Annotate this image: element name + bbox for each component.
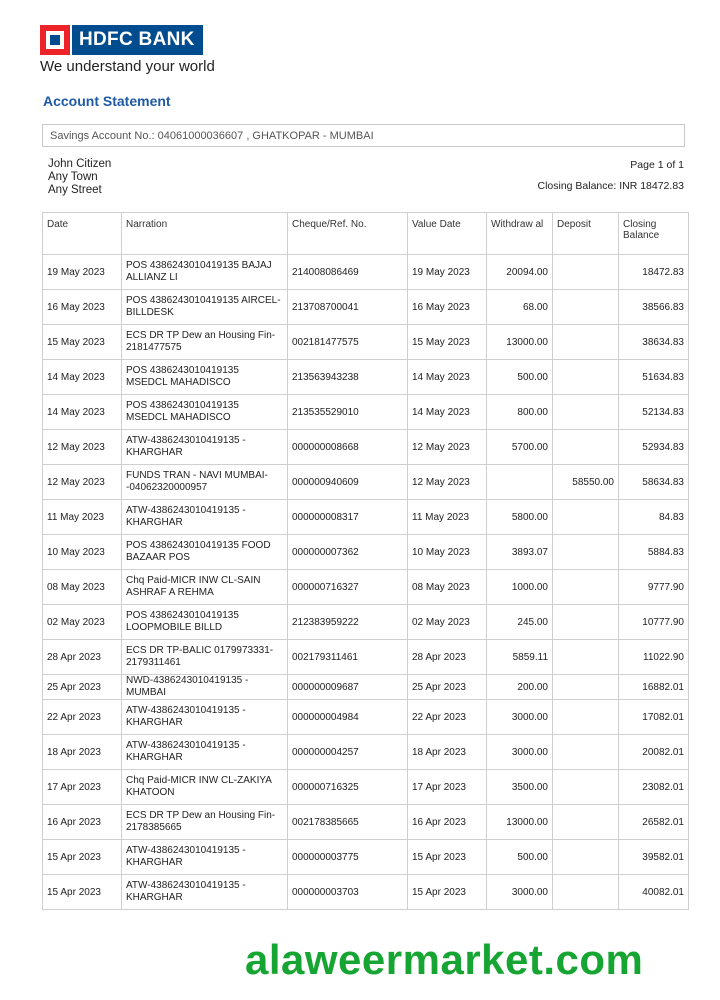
cell-balance: 16882.01: [619, 675, 689, 700]
cell-value-date: 12 May 2023: [408, 430, 487, 465]
cell-withdrawal: 5700.00: [487, 430, 553, 465]
cell-ref: 000000009687: [288, 675, 408, 700]
cell-ref: 000000004984: [288, 700, 408, 735]
cell-value-date: 22 Apr 2023: [408, 700, 487, 735]
closing-balance: Closing Balance: INR 18472.83: [537, 180, 684, 192]
cell-value-date: 15 Apr 2023: [408, 840, 487, 875]
cell-deposit: [553, 640, 619, 675]
cell-value-date: 10 May 2023: [408, 535, 487, 570]
hdfc-logo-icon: [40, 25, 70, 55]
cell-ref: 213535529010: [288, 395, 408, 430]
cell-date: 12 May 2023: [43, 430, 122, 465]
table-row: [43, 840, 689, 875]
cell-deposit: [553, 770, 619, 805]
cell-balance: 20082.01: [619, 735, 689, 770]
cell-narration: FUNDS TRAN - NAVI MUMBAI- -04062320000957: [122, 465, 288, 500]
cell-deposit: [553, 605, 619, 640]
table-row: [43, 465, 689, 500]
cell-ref: 000000003775: [288, 840, 408, 875]
table-row: [43, 255, 689, 290]
tagline: We understand your world: [40, 58, 215, 75]
col-value-date: Value Date: [408, 213, 487, 255]
cell-narration: NWD-4386243010419135 -MUMBAI: [122, 675, 288, 700]
cell-deposit: [553, 290, 619, 325]
cell-ref: 000000716327: [288, 570, 408, 605]
cell-withdrawal: 3000.00: [487, 875, 553, 910]
cell-date: 15 May 2023: [43, 325, 122, 360]
cell-ref: 002179311461: [288, 640, 408, 675]
cell-date: 02 May 2023: [43, 605, 122, 640]
statement-table: [42, 212, 689, 910]
cell-narration: ECS DR TP Dew an Housing Fin-2178385665: [122, 805, 288, 840]
cell-balance: 18472.83: [619, 255, 689, 290]
cell-value-date: 18 Apr 2023: [408, 735, 487, 770]
table-row: [43, 430, 689, 465]
cell-value-date: 02 May 2023: [408, 605, 487, 640]
table-row: [43, 605, 689, 640]
cell-narration: POS 4386243010419135 MSEDCL MAHADISCO: [122, 360, 288, 395]
cell-withdrawal: 500.00: [487, 840, 553, 875]
cell-value-date: 15 Apr 2023: [408, 875, 487, 910]
cell-balance: 26582.01: [619, 805, 689, 840]
cell-ref: 000000007362: [288, 535, 408, 570]
cell-narration: ECS DR TP Dew an Housing Fin-2181477575: [122, 325, 288, 360]
cell-ref: 214008086469: [288, 255, 408, 290]
cell-value-date: 17 Apr 2023: [408, 770, 487, 805]
cell-ref: 000000716325: [288, 770, 408, 805]
col-closing-balance: Closing Balance: [619, 213, 689, 255]
cell-ref: 002178385665: [288, 805, 408, 840]
cell-value-date: 16 Apr 2023: [408, 805, 487, 840]
cell-value-date: 14 May 2023: [408, 360, 487, 395]
cell-date: 22 Apr 2023: [43, 700, 122, 735]
cell-withdrawal: 500.00: [487, 360, 553, 395]
cell-balance: 84.83: [619, 500, 689, 535]
table-row: [43, 570, 689, 605]
col-deposit: Deposit: [553, 213, 619, 255]
col-withdrawal: Withdraw al: [487, 213, 553, 255]
cell-withdrawal: 20094.00: [487, 255, 553, 290]
cell-balance: 51634.83: [619, 360, 689, 395]
cell-balance: 38634.83: [619, 325, 689, 360]
cell-narration: ATW-4386243010419135 - KHARGHAR: [122, 840, 288, 875]
cell-narration: POS 4386243010419135 AIRCEL-BILLDESK: [122, 290, 288, 325]
cell-withdrawal: 3893.07: [487, 535, 553, 570]
cell-value-date: 15 May 2023: [408, 325, 487, 360]
cell-deposit: 58550.00: [553, 465, 619, 500]
logo-text: HDFC BANK: [72, 25, 203, 55]
cell-deposit: [553, 535, 619, 570]
cell-value-date: 28 Apr 2023: [408, 640, 487, 675]
hdfc-logo: [40, 25, 203, 55]
cell-ref: 000000940609: [288, 465, 408, 500]
customer-street: Any Street: [48, 184, 102, 196]
cell-date: 19 May 2023: [43, 255, 122, 290]
table-row: [43, 500, 689, 535]
cell-date: 15 Apr 2023: [43, 840, 122, 875]
cell-balance: 23082.01: [619, 770, 689, 805]
cell-ref: 000000003703: [288, 875, 408, 910]
cell-deposit: [553, 570, 619, 605]
cell-deposit: [553, 430, 619, 465]
cell-deposit: [553, 700, 619, 735]
cell-date: 18 Apr 2023: [43, 735, 122, 770]
cell-narration: ATW-4386243010419135 - KHARGHAR: [122, 430, 288, 465]
cell-value-date: 16 May 2023: [408, 290, 487, 325]
table-row: [43, 360, 689, 395]
watermark: alaweermarket.com: [245, 936, 644, 983]
cell-withdrawal: 13000.00: [487, 805, 553, 840]
cell-narration: POS 4386243010419135 MSEDCL MAHADISCO: [122, 395, 288, 430]
col-date: Date: [43, 213, 122, 255]
cell-narration: ATW-4386243010419135 - KHARGHAR: [122, 500, 288, 535]
cell-balance: 38566.83: [619, 290, 689, 325]
cell-date: 28 Apr 2023: [43, 640, 122, 675]
cell-date: 12 May 2023: [43, 465, 122, 500]
cell-ref: 000000004257: [288, 735, 408, 770]
page-title: Account Statement: [43, 93, 171, 109]
account-info-box: Savings Account No.: 04061000036607 , GHATKOPAR - MUMBAI: [42, 124, 685, 147]
cell-withdrawal: 800.00: [487, 395, 553, 430]
table-row: [43, 290, 689, 325]
cell-value-date: 14 May 2023: [408, 395, 487, 430]
cell-value-date: 08 May 2023: [408, 570, 487, 605]
table-row: [43, 325, 689, 360]
cell-value-date: 12 May 2023: [408, 465, 487, 500]
cell-withdrawal: 245.00: [487, 605, 553, 640]
cell-withdrawal: [487, 465, 553, 500]
customer-address: [48, 158, 111, 197]
cell-withdrawal: 68.00: [487, 290, 553, 325]
table-row: [43, 875, 689, 910]
cell-deposit: [553, 875, 619, 910]
cell-balance: 10777.90: [619, 605, 689, 640]
cell-balance: 52134.83: [619, 395, 689, 430]
customer-name: John Citizen: [48, 158, 112, 170]
cell-ref: 212383959222: [288, 605, 408, 640]
cell-withdrawal: 3000.00: [487, 735, 553, 770]
cell-date: 17 Apr 2023: [43, 770, 122, 805]
cell-withdrawal: 5800.00: [487, 500, 553, 535]
table-header-row: [43, 213, 689, 255]
table-row: [43, 735, 689, 770]
cell-date: 11 May 2023: [43, 500, 122, 535]
cell-balance: 5884.83: [619, 535, 689, 570]
cell-balance: 9777.90: [619, 570, 689, 605]
customer-town: Any Town: [48, 171, 98, 183]
cell-ref: 000000008668: [288, 430, 408, 465]
cell-narration: ATW-4386243010419135 - KHARGHAR: [122, 735, 288, 770]
cell-narration: POS 4386243010419135 BAJAJ ALLIANZ LI: [122, 255, 288, 290]
page-number: Page 1 of 1: [630, 159, 684, 171]
cell-deposit: [553, 840, 619, 875]
cell-withdrawal: 5859.11: [487, 640, 553, 675]
table-row: [43, 640, 689, 675]
cell-deposit: [553, 805, 619, 840]
cell-withdrawal: 3000.00: [487, 700, 553, 735]
cell-balance: 52934.83: [619, 430, 689, 465]
cell-balance: 40082.01: [619, 875, 689, 910]
cell-narration: POS 4386243010419135 FOOD BAZAAR POS: [122, 535, 288, 570]
table-row: [43, 805, 689, 840]
table-row: [43, 675, 689, 700]
cell-ref: 213708700041: [288, 290, 408, 325]
cell-date: 15 Apr 2023: [43, 875, 122, 910]
cell-date: 16 May 2023: [43, 290, 122, 325]
cell-withdrawal: 1000.00: [487, 570, 553, 605]
cell-deposit: [553, 395, 619, 430]
col-narration: Narration: [122, 213, 288, 255]
table-row: [43, 395, 689, 430]
cell-balance: 11022.90: [619, 640, 689, 675]
cell-balance: 17082.01: [619, 700, 689, 735]
cell-narration: Chq Paid-MICR INW CL-SAIN ASHRAF A REHMA: [122, 570, 288, 605]
cell-date: 14 May 2023: [43, 360, 122, 395]
cell-ref: 213563943238: [288, 360, 408, 395]
cell-withdrawal: 3500.00: [487, 770, 553, 805]
cell-withdrawal: 200.00: [487, 675, 553, 700]
cell-deposit: [553, 675, 619, 700]
cell-deposit: [553, 500, 619, 535]
table-row: [43, 535, 689, 570]
cell-narration: POS 4386243010419135 LOOPMOBILE BILLD: [122, 605, 288, 640]
cell-date: 08 May 2023: [43, 570, 122, 605]
cell-narration: Chq Paid-MICR INW CL-ZAKIYA KHATOON: [122, 770, 288, 805]
cell-date: 10 May 2023: [43, 535, 122, 570]
cell-deposit: [553, 360, 619, 395]
cell-value-date: 19 May 2023: [408, 255, 487, 290]
cell-narration: ATW-4386243010419135 - KHARGHAR: [122, 875, 288, 910]
cell-deposit: [553, 325, 619, 360]
cell-value-date: 25 Apr 2023: [408, 675, 487, 700]
cell-ref: 002181477575: [288, 325, 408, 360]
cell-deposit: [553, 255, 619, 290]
cell-value-date: 11 May 2023: [408, 500, 487, 535]
cell-date: 14 May 2023: [43, 395, 122, 430]
cell-balance: 58634.83: [619, 465, 689, 500]
cell-withdrawal: 13000.00: [487, 325, 553, 360]
col-ref: Cheque/Ref. No.: [288, 213, 408, 255]
cell-narration: ECS DR TP-BALIC 0179973331-2179311461: [122, 640, 288, 675]
cell-deposit: [553, 735, 619, 770]
cell-date: 16 Apr 2023: [43, 805, 122, 840]
table-row: [43, 770, 689, 805]
cell-date: 25 Apr 2023: [43, 675, 122, 700]
table-row: [43, 700, 689, 735]
cell-narration: ATW-4386243010419135 - KHARGHAR: [122, 700, 288, 735]
cell-balance: 39582.01: [619, 840, 689, 875]
cell-ref: 000000008317: [288, 500, 408, 535]
